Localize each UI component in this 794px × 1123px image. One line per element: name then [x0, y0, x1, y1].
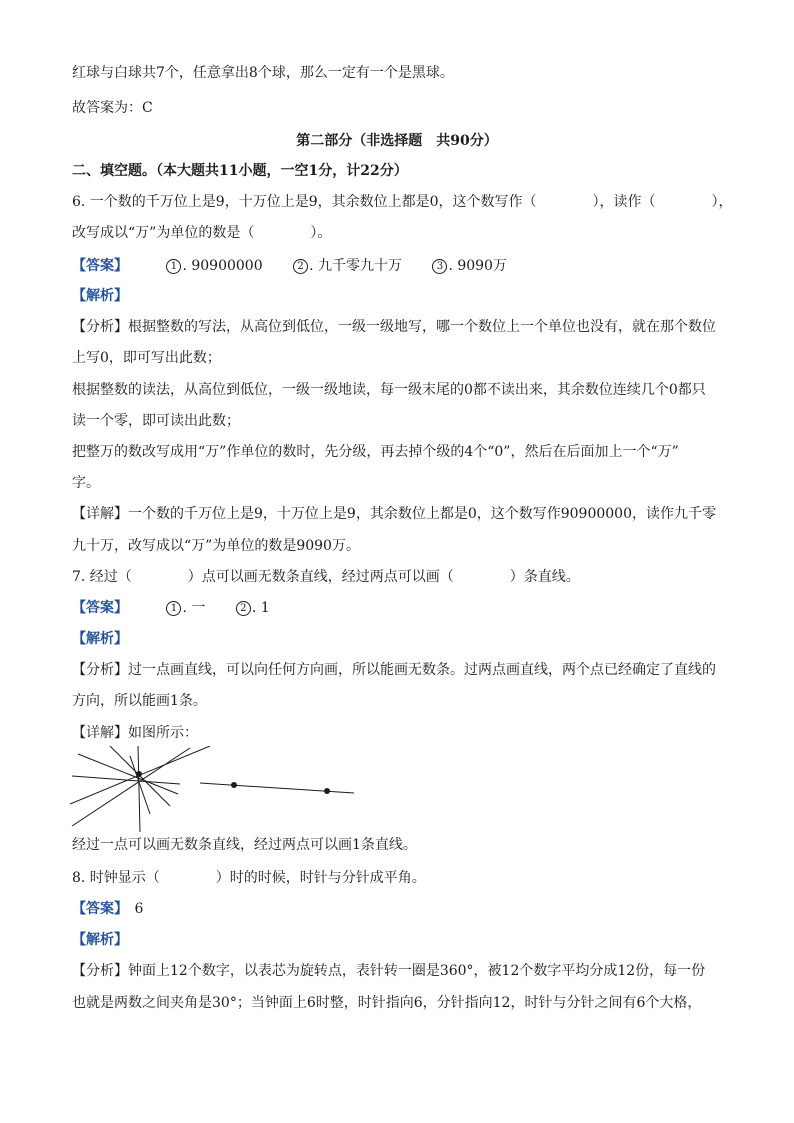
analysis-line: 【分析】过一点画直线，可以向任何方向画，所以能画无数条。过两点画直线，两个点已经确定了直线的	[72, 662, 716, 678]
answer-value: 6	[134, 901, 144, 917]
answer-item: 1 . 90900000	[166, 257, 262, 275]
circled-number: 3	[432, 259, 447, 274]
question-6: 6. 一个数的千万位上是9，十万位上是9，其余数位上都是0，这个数写作（ ），读作（ ），	[72, 194, 733, 210]
answer-tag: 【答案】	[72, 901, 128, 917]
lines-through-points-figure	[70, 746, 370, 832]
analysis-line: 方向，所以能画1条。	[72, 693, 207, 709]
question-7: 7. 经过（ ）点可以画无数条直线，经过两点可以画（ ）条直线。	[72, 569, 580, 585]
analysis-line: 【分析】根据整数的写法，从高位到低位，一级一级地写，哪一个数位上一个单位也没有，就在那个数位	[72, 319, 716, 335]
point-a	[136, 771, 142, 777]
line-through-two-points	[200, 783, 354, 793]
analysis-line: 【分析】钟面上12个数字，以表芯为旋转点，表针转一圈是360°，被12个数字平均分成12份，每一份	[72, 963, 706, 979]
text-line: 经过一点可以画无数条直线，经过两点可以画1条直线。	[72, 837, 417, 853]
analysis-line: 读一个零，即可读出此数；	[72, 413, 240, 429]
answer-7	[72, 599, 296, 617]
circled-number: 2	[236, 601, 251, 616]
answer-tag: 【答案】	[72, 600, 128, 616]
question-6-cont: 改写成以“万”为单位的数是（ ）。	[72, 225, 332, 241]
section-heading: 第二部分（非选择题 共90分）	[296, 133, 498, 149]
question-8: 8. 时钟显示（ ）时的时候，时针与分针成平角。	[72, 870, 426, 886]
point-c	[324, 788, 330, 794]
detail-line: 【详解】如图所示：	[72, 725, 198, 741]
detail-line: 九十万，改写成以“万”为单位的数是9090万。	[72, 538, 360, 554]
analysis-line: 上写0，即可写出此数；	[72, 350, 221, 366]
answer-8	[72, 900, 143, 918]
part-heading: 二、填空题。（本大题共11小题，一空1分，计22分）	[72, 163, 408, 179]
analysis-line: 字。	[72, 475, 100, 491]
answer-item: 3 . 9090万	[432, 257, 507, 275]
analysis-tag: 【解析】	[72, 288, 128, 304]
analysis-line: 把整万的数改写成用“万”作单位的数时，先分级，再去掉个级的4个“0”，然后在后面加上一个“万”	[72, 444, 679, 460]
answer-item: 1 . 一	[166, 599, 205, 617]
text-line: 红球与白球共7个，任意拿出8个球，那么一定有一个是黑球。	[72, 65, 454, 81]
analysis-tag: 【解析】	[72, 631, 128, 647]
circled-number: 1	[166, 601, 181, 616]
circled-number: 2	[293, 259, 308, 274]
circled-number: 1	[166, 259, 181, 274]
answer-item: 2 . 1	[236, 599, 270, 617]
analysis-tag: 【解析】	[72, 932, 128, 948]
lines-through-one-point	[70, 746, 210, 832]
point-b	[231, 782, 237, 788]
text-line: 故答案为：C	[72, 100, 153, 116]
answer-6	[72, 257, 533, 275]
analysis-line: 也就是两数之间夹角是30°；当钟面上6时整，时针指向6，分针指向12，时针与分针之间有6个大格，	[72, 995, 702, 1011]
answer-item: 2 . 九千零九十万	[293, 257, 402, 275]
detail-line: 【详解】一个数的千万位上是9，十万位上是9，其余数位上都是0，这个数写作90900000，读作九千零	[72, 506, 716, 522]
analysis-line: 根据整数的读法，从高位到低位，一级一级地读，每一级末尾的0都不读出来，其余数位连续几个0都只	[72, 382, 706, 398]
answer-tag: 【答案】	[72, 258, 128, 274]
